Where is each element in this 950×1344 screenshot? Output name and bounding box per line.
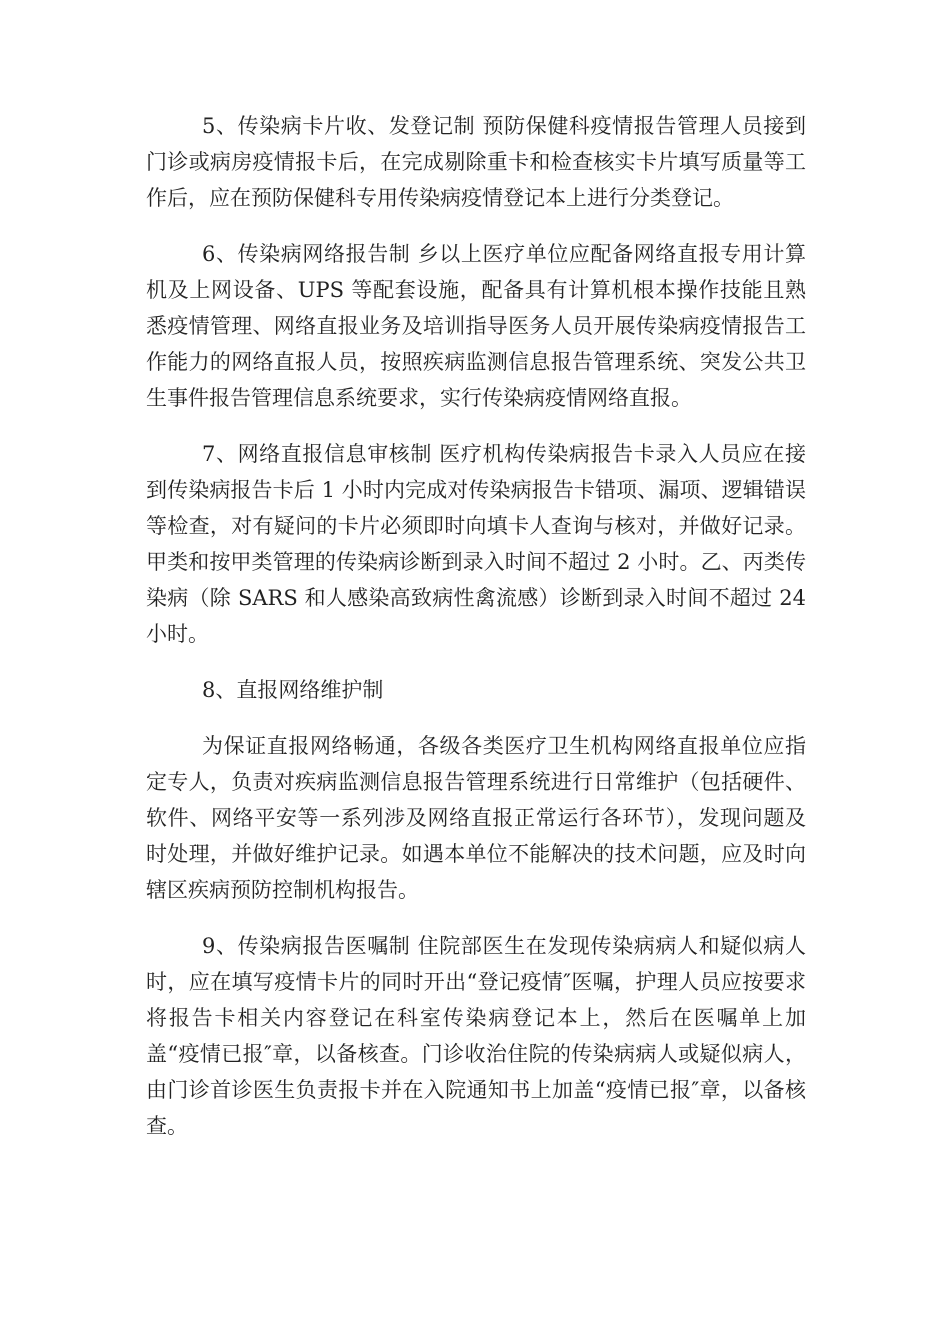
paragraph-medical-order-system: 9、传染病报告医嘱制 住院部医生在发现传染病病人和疑似病人时，应在填写疫情卡片的同时开出“登记疫情″医嘱，护理人员应按要求将报告卡相关内容登记在科室传染病登记本上，然后在医嘱单上加盖“疫情已报″章，以备核查。门诊收治住院的传染病病人或疑似病人，由门诊首诊医生负责报卡并在入院通知书上加盖“疫情已报″章，以备核查。	[146, 934, 806, 1138]
paragraph-maintenance-body: 为保证直报网络畅通，各级各类医疗卫生机构网络直报单位应指定专人，负责对疾病监测信息报告管理系统进行日常维护（包括硬件、软件、网络平安等一系列涉及网络直报正常运行各环节），发现问题及时处理，并做好维护记录。如遇本单位不能解决的技术问题，应及时向辖区疾病预防控制机构报告。	[146, 734, 806, 902]
paragraph-registration-system: 5、传染病卡片收、发登记制 预防保健科疫情报告管理人员接到门诊或病房疫情报卡后，在完成剔除重卡和检查核实卡片填写质量等工作后，应在预防保健科专用传染病疫情登记本上进行分类登记。	[146, 114, 806, 210]
document-body	[146, 108, 806, 1164]
paragraph-network-reporting: 6、传染病网络报告制 乡以上医疗单位应配备网络直报专用计算机及上网设备、UPS 等配套设施，配备具有计算机根本操作技能且熟悉疫情管理、网络直报业务及培训指导医务人员开展传染病疫情报告工作能力的网络直报人员，按照疾病监测信息报告管理系统、突发公共卫生事件报告管理信息系统要求，实行传染病疫情网络直报。	[146, 242, 806, 410]
paragraph-review-system: 7、网络直报信息审核制 医疗机构传染病报告卡录入人员应在接到传染病报告卡后 1 小时内完成对传染病报告卡错项、漏项、逻辑错误等检查，对有疑问的卡片必须即时向填卡人查询与核对，并做好记录。甲类和按甲类管理的传染病诊断到录入时间不超过 2 小时。乙、丙类传染病（除 SARS 和人感染高致病性禽流感）诊断到录入时间不超过 24 小时。	[146, 442, 806, 646]
paragraph-maintenance-heading: 8、直报网络维护制	[202, 678, 384, 702]
